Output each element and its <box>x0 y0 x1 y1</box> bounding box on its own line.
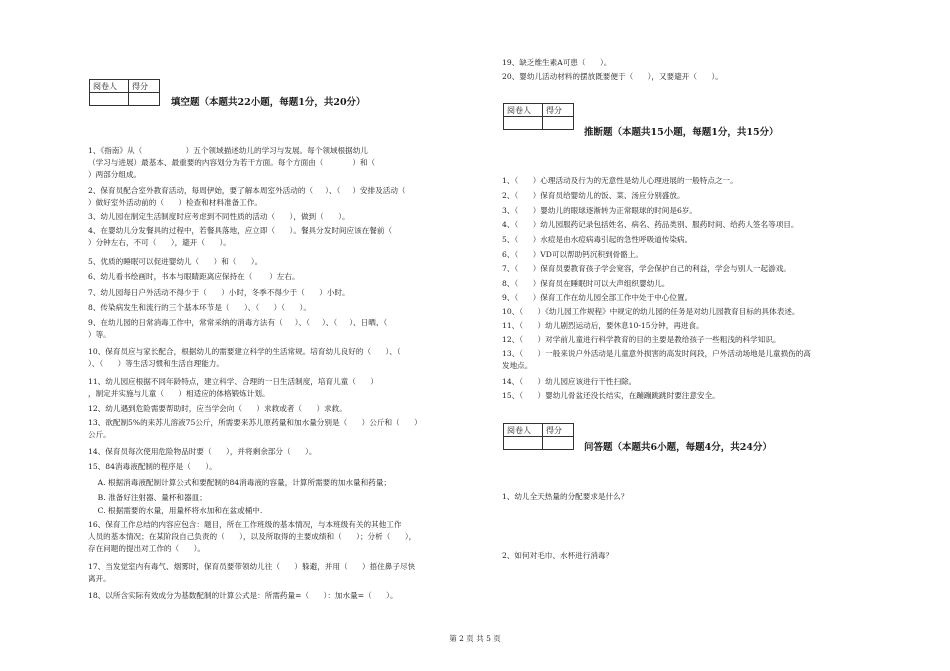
fill-question-3: 3、幼儿园在制定生活制度时应考虑到不同性质的活动（ ），做到（ ）。 <box>88 212 350 221</box>
score-label: 得分 <box>543 104 574 117</box>
answer-section-title: 问答题（本题共6小题，每题4分，共24分） <box>584 442 772 453</box>
fill-question-9: 9、在幼儿园的日常消毒工作中，常常采纳的消毒方法有（ ）、（ ）、（ ）、日晒、（ ）等。 <box>88 318 388 339</box>
judge-question-7: 7、（ ）保育员要教育孩子学会宽容，学会保护自己的利益，学会与别人一起游戏。 <box>502 264 791 273</box>
score-box-judge <box>503 103 574 130</box>
fill-question-20: 20、婴幼儿活动材料的摆放既要便于（ ），又要避开（ ）。 <box>502 72 723 81</box>
fill-question-17: 17、当发觉室内有毒气、烟雾时，保育员要带领幼儿往（ ）躲避，并用（ ）捂住鼻子尽快 离开。 <box>88 562 416 583</box>
judge-question-5: 5、（ ）水痘是由水痘病毒引起的急性呼吸道传染病。 <box>502 235 693 244</box>
score-box-fill <box>89 79 160 106</box>
reviewer-cell <box>504 117 543 130</box>
reviewer-label: 阅卷人 <box>504 424 543 437</box>
fill-question-15-option-a: A. 根据消毒液配制计算公式和要配制的84消毒液的容量，计算所需要的加水量和药量； <box>88 478 392 487</box>
fill-question-4: 4、在婴幼儿分发餐具的过程中，若餐具落地，应立即（ ）。餐具分发时间应该在餐前（ ）分钟左右，不可（ ），避开（ ）。 <box>88 226 393 247</box>
fill-question-14: 14、保育员每次使用危险物品时要（ ），并将剩余部分（ ）。 <box>88 447 317 456</box>
fill-question-8: 8、传染病发生和流行的三个基本环节是（ ）、（ ）（ ）。 <box>88 303 311 312</box>
fill-question-15-option-c: C. 根据需要的水量，用量杯将水加和在盆或桶中. <box>88 506 263 515</box>
judge-question-2: 2、（ ）保育员给婴幼儿的饭、菜、汤应分别盛放。 <box>502 191 685 200</box>
score-cell <box>543 117 574 130</box>
answer-question-2: 2、如何对毛巾、水杯进行消毒？ <box>502 551 614 560</box>
score-cell <box>543 437 574 450</box>
score-cell <box>129 93 160 106</box>
judge-question-14: 14、（ ）幼儿园应该进行干性扫除。 <box>502 377 637 386</box>
fill-question-5: 5、优质的睡眠可以促进婴幼儿（ ）和（ ）。 <box>88 257 263 266</box>
judge-question-13: 13、（ ）一般来说户外活动是儿童意外损害的高发时间段，户外活动场地是儿童损伤的高 发地点。 <box>502 349 811 370</box>
fill-question-16: 16、保育工作总结的内容应包含：题目，所在工作班级的基本情况，与本班级有关的其他工作 人员的基本情况；在某阶段自己负责的（ ），以及所取得的主要成绩和（ ）；分析（ ）， 存在问题的提出对工作的（ ）。 <box>88 520 417 553</box>
fill-question-11: 11、幼儿园应根据不同年龄特点，建立科学、合理的一日生活制度，培育儿童（ ） ，制定并实施与儿童（ ）相适应的体格锻炼计划。 <box>88 377 378 398</box>
fill-question-2: 2、保育员配合室外教育活动，每周伊始，要了解本周室外活动的（ ）、（ ）安排及活动（ ）做好室外活动前的（ ）检查和材料准备工作。 <box>88 186 406 207</box>
judge-question-9: 9、（ ）保育工作在幼儿园全部工作中处于中心位置。 <box>502 293 693 302</box>
fill-question-10: 10、保育员应与家长配合，根据幼儿的需要建立科学的生活常规。培育幼儿良好的（ ）、（ ）、（ ）等生活习惯和生活自理能力。 <box>88 347 401 368</box>
fill-question-19: 19、缺乏维生素A可患（ ）。 <box>502 58 612 67</box>
fill-question-12: 12、幼儿遇到危险需要帮助时，应当学会向（ ）求救或者（ ）求救。 <box>88 404 347 413</box>
fill-question-13: 13、欲配制5%的来苏儿溶液75公斤，所需要来苏儿原药量和加水量分别是（ ）公斤和（ ） 公斤。 <box>88 418 422 439</box>
judge-question-3: 3、（ ）婴幼儿的眼球逐渐转为正常眼球的时间是6岁。 <box>502 206 697 215</box>
judge-question-11: 11、（ ）幼儿剧烈运动后，要休息10-15分钟，再进食。 <box>502 321 704 330</box>
reviewer-label: 阅卷人 <box>504 104 543 117</box>
score-label: 得分 <box>129 80 160 93</box>
reviewer-cell <box>504 437 543 450</box>
fill-question-1: 1、《指南》从（ ）五个领域描述幼儿的学习与发展。每个领域根据幼儿 （学习与进展）最基本、最重要的内容划分为若干方面。每个方面由（ ）和（ ）两部分组成。 <box>88 146 376 179</box>
judge-question-10: 10、（ ）《幼儿园工作规程》中规定的幼儿园的任务是对幼儿园教育目标的具体表述。 <box>502 307 800 316</box>
page-footer: 第 2 页 共 5 页 <box>449 634 501 643</box>
fill-question-18: 18、以所含实际有效成分为基数配制的计算公式是：所需药量=（ ）：加水量=（ ）。 <box>88 591 398 600</box>
judge-question-8: 8、（ ）保育员在睡眠时可以大声组织婴幼儿。 <box>502 279 670 288</box>
judge-question-6: 6、（ ）VD可以帮助钙沉积到骨骼上。 <box>502 250 643 259</box>
fill-question-15: 15、84消毒液配制的程序是（ ）。 <box>88 462 217 471</box>
judge-question-4: 4、（ ）幼儿园服药记录包括姓名、病名、药品类别、服药时间、给药人签名等项目。 <box>502 220 799 229</box>
reviewer-label: 阅卷人 <box>90 80 129 93</box>
judge-question-15: 15、（ ）婴幼儿骨盆还没长结实，在蹦蹦跳跳时要注意安全。 <box>502 391 720 400</box>
fill-question-6: 6、幼儿看书绘画时，书本与眼睛距离应保持在（ ）左右。 <box>88 272 300 281</box>
fill-question-7: 7、幼儿园每日户外活动不得少于（ ）小时，冬季不得少于（ ）小时。 <box>88 288 350 297</box>
score-label: 得分 <box>543 424 574 437</box>
score-box-answer <box>503 423 574 450</box>
fill-question-15-option-b: B. 准备好注射器、量杯和器皿； <box>88 493 207 502</box>
answer-question-1: 1、幼儿全天热量的分配要求是什么？ <box>502 492 629 501</box>
fill-section-title: 填空题（本题共22小题，每题1分，共20分） <box>171 97 366 108</box>
judge-question-1: 1、（ ）心理活动及行为的无意性是幼儿心理进展的一般特点之一。 <box>502 176 738 185</box>
judge-section-title: 推断题（本题共15小题，每题1分，共15分） <box>584 127 779 138</box>
reviewer-cell <box>90 93 129 106</box>
judge-question-12: 12、（ ）对学前儿童进行科学教育的目的主要是教给孩子一些粗浅的科学知识。 <box>502 335 781 344</box>
